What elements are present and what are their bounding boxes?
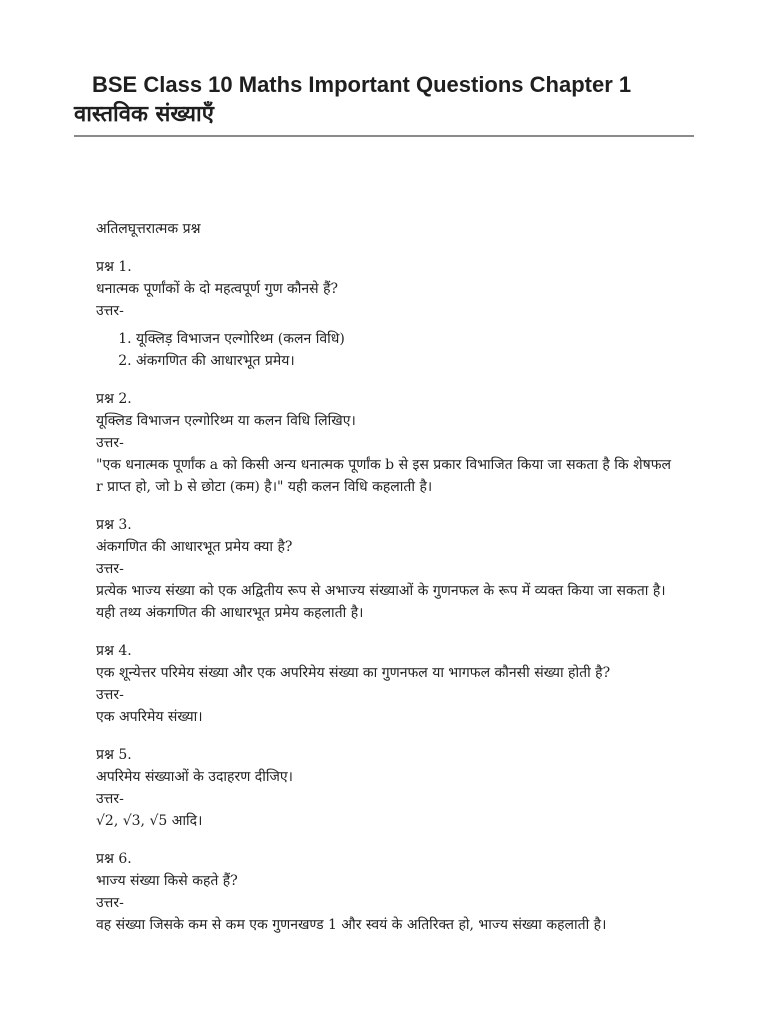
question-text: अंकगणित की आधारभूत प्रमेय क्या है? xyxy=(96,539,293,555)
list-item: 2. अंकगणित की आधारभूत प्रमेय। xyxy=(136,350,696,372)
document-header xyxy=(74,70,694,130)
answer-label: उत्तर- xyxy=(96,435,124,451)
answer-text: प्रत्येक भाज्य संख्या को एक अद्वितीय रूप से अभाज्य संख्याओं के गुणनफल के रूप में व्यक्त किया जा सकता है। यही तथ्य अंकगणित की आधारभूत प्रमेय कहलाती है। xyxy=(96,583,666,621)
answer-text: वह संख्या जिसके कम से कम एक गुणनखण्ड 1 और स्वयं के अतिरिक्त हो, भाज्य संख्या कहलाती है। xyxy=(96,917,607,933)
question-block-1 xyxy=(96,256,696,372)
question-label: प्रश्न 4. xyxy=(96,643,132,659)
answer-text: √2, √3, √5 आदि। xyxy=(96,813,203,829)
question-label: प्रश्न 1. xyxy=(96,259,132,275)
question-label: प्रश्न 6. xyxy=(96,851,132,867)
document-body xyxy=(96,218,696,952)
answer-label: उत्तर- xyxy=(96,895,124,911)
question-label: प्रश्न 2. xyxy=(96,391,132,407)
section-heading: अतिलघूत्तरात्मक प्रश्न xyxy=(96,221,201,237)
question-block-4 xyxy=(96,640,696,728)
question-label: प्रश्न 3. xyxy=(96,517,132,533)
question-block-6 xyxy=(96,848,696,936)
question-text: अपरिमेय संख्याओं के उदाहरण दीजिए। xyxy=(96,769,293,785)
answer-label: उत्तर- xyxy=(96,561,124,577)
question-block-5 xyxy=(96,744,696,832)
answer-text: "एक धनात्मक पूर्णांक a को किसी अन्य धनात्मक पूर्णांक b से इस प्रकार विभाजित किया जा सकता है कि शेषफल r प्राप्त हो, जो b से छोटा (कम) है।" यही कलन विधि कहलाती है। xyxy=(96,457,672,495)
answer-label: उत्तर- xyxy=(96,791,124,807)
answer-list xyxy=(96,328,696,372)
question-label: प्रश्न 5. xyxy=(96,747,132,763)
question-text: धनात्मक पूर्णांकों के दो महत्वपूर्ण गुण कौनसे हैं? xyxy=(96,281,339,297)
question-block-2 xyxy=(96,388,696,498)
answer-text: एक अपरिमेय संख्या। xyxy=(96,709,203,725)
page-title-english: BSE Class 10 Maths Important Questions Chapter 1 xyxy=(92,72,632,97)
answer-label: उत्तर- xyxy=(96,687,124,703)
question-text: यूक्लिड विभाजन एल्गोरिथ्म या कलन विधि लिखिए। xyxy=(96,413,356,429)
list-item: 1. यूक्लिड़ विभाजन एल्गोरिथ्म (कलन विधि) xyxy=(136,328,696,350)
page-title-hindi: वास्तविक संख्याएँ xyxy=(74,102,214,127)
question-block-3 xyxy=(96,514,696,624)
question-text: भाज्य संख्या किसे कहते हैं? xyxy=(96,873,238,889)
header-divider xyxy=(74,135,694,137)
question-text: एक शून्येत्तर परिमेय संख्या और एक अपरिमेय संख्या का गुणनफल या भागफल कौनसी संख्या होती है? xyxy=(96,665,611,681)
answer-label: उत्तर- xyxy=(96,303,124,319)
